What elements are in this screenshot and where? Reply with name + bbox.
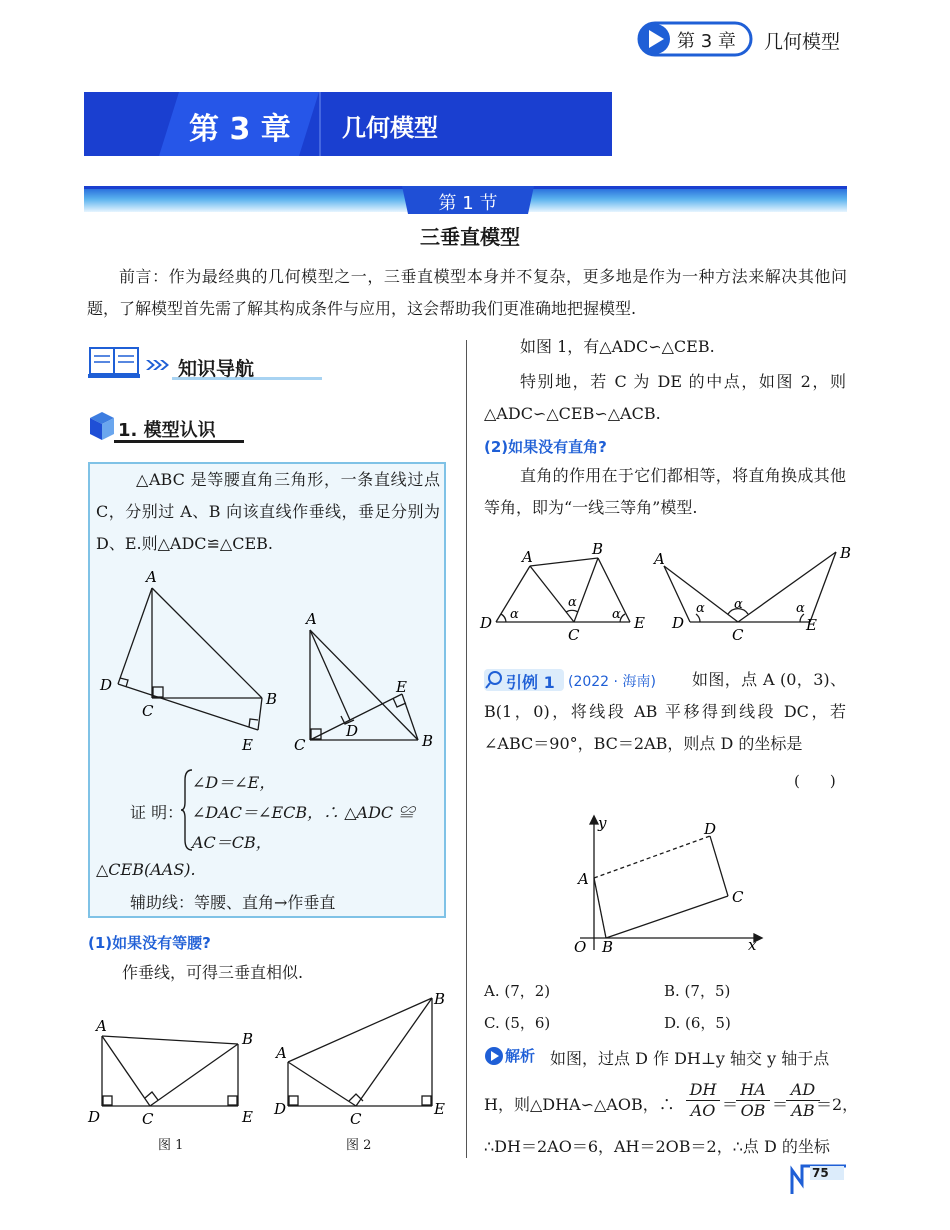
seg-bc <box>606 896 728 938</box>
subsection-1-label: 1. 模型认识 <box>118 420 216 441</box>
fraction-ha-ob: HA OB <box>736 1080 770 1121</box>
seg-ab <box>102 1036 238 1044</box>
seg-ab <box>288 998 432 1062</box>
alpha-e: α <box>796 601 805 616</box>
seg-ac <box>530 566 574 622</box>
point-a: A <box>522 548 533 566</box>
figure-1 <box>84 1016 264 1128</box>
right-line-1: 如图 1，有△ADC∽△CEB. <box>520 337 715 356</box>
right-angle-d <box>103 1096 112 1105</box>
equal-angles-figure-right <box>650 540 856 644</box>
point-d: D <box>274 1100 287 1118</box>
seg-ab <box>152 588 262 698</box>
point-a: A <box>146 568 157 586</box>
fraction-dh-ao: DH AO <box>686 1080 720 1121</box>
figure-2 <box>270 990 450 1130</box>
cube-icon <box>90 412 114 440</box>
option-b[interactable]: B. (7，5) <box>664 982 731 1000</box>
angle-c <box>566 610 578 612</box>
point-c: C <box>350 1110 362 1128</box>
point-d: D <box>704 820 717 838</box>
banner-chapter-label: 第 3 章 <box>189 112 291 147</box>
point-e: E <box>634 614 645 632</box>
point-d: D <box>480 614 493 632</box>
point-b: B <box>602 938 614 954</box>
proof-line-2: ∠DAC＝∠ECB，∴ △ADC ≌ <box>192 803 415 822</box>
play-icon <box>484 1046 504 1066</box>
point-e: E <box>242 1108 253 1126</box>
header-chapter-label: 第 3 章 <box>677 31 736 52</box>
point-e: E <box>806 616 817 634</box>
case-2-text: 直角的作用在于它们都相等，将直角换成其他等角，即为“一线三等角”模型. <box>484 466 846 517</box>
point-c: C <box>294 736 306 754</box>
seg-ad <box>118 588 152 684</box>
proof-label: 证 明： <box>130 803 184 822</box>
box-figure-left <box>96 568 286 758</box>
fraction-ad-ab: AD AB <box>786 1080 820 1121</box>
alpha-e: α <box>612 607 621 622</box>
seg-de <box>118 684 258 730</box>
right-angle-e <box>228 1096 237 1105</box>
coordinate-figure <box>570 812 770 954</box>
label-x: x <box>748 936 757 954</box>
seg-ab <box>594 878 606 938</box>
solution-line-2: H，则△DHA∽△AOB，∴ DH AO ＝ HA OB ＝ AD AB ＝2， <box>484 1080 859 1120</box>
equal-angles-figure-left <box>478 542 658 642</box>
point-b: B <box>266 690 278 708</box>
seg-be <box>402 694 418 740</box>
angle-d <box>501 614 506 622</box>
y-axis-arrow <box>590 816 598 824</box>
seg-ab <box>530 558 598 566</box>
solution-tag <box>484 1044 544 1068</box>
model-statement: △ABC 是等腰直角三角形，一条直线过点 C，分别过 A、B 向该直线作垂线，垂足分别为 D、E.则△ADC≌△CEB. <box>96 470 440 553</box>
example-tag-label: 引例 1 <box>506 673 555 692</box>
alpha-c: α <box>568 595 577 610</box>
case-2-heading: (2)如果没有直角? <box>484 438 607 456</box>
solution-tag-label: 解析 <box>505 1047 536 1065</box>
figure-1-caption: 图 1 <box>158 1138 184 1153</box>
point-e: E <box>242 736 253 754</box>
case-1-heading: (1)如果没有等腰? <box>88 934 211 952</box>
seg-bc <box>150 1044 238 1106</box>
proof-line-1: ∠D＝∠E， <box>192 773 276 792</box>
point-o: O <box>574 938 587 954</box>
proof-end: △CEB(AAS). <box>96 860 196 879</box>
aux-line: 辅助线：等腰、直角→作垂直 <box>130 893 336 912</box>
point-c: C <box>568 626 580 642</box>
intro-paragraph: 前言：作为最经典的几何模型之一，三垂直模型本身并不复杂，更多地是作为一种方法来解决其他问题，了解模型首先需了解其构成条件与应用，这会帮助我们更准确地把握模型. <box>87 267 847 318</box>
alpha-c: α <box>734 597 743 612</box>
section-label: 第 1 节 <box>438 193 498 214</box>
point-c: C <box>142 1110 154 1128</box>
point-d: D <box>346 722 359 740</box>
column-divider <box>466 340 467 1158</box>
point-a: A <box>654 550 665 568</box>
right-angle-e <box>422 1096 431 1105</box>
case-1-text: 作垂线，可得三垂直相似. <box>122 963 304 982</box>
point-d: D <box>88 1108 101 1126</box>
point-b: B <box>592 542 604 558</box>
seg-ad <box>310 630 350 720</box>
point-e: E <box>434 1100 445 1118</box>
example-text: 如图，点 A (0，3)、B(1，0)，将线段 AB 平移得到线段 DC，若∠ABC＝90°，BC＝2AB，则点 D 的坐标是 <box>484 670 846 753</box>
header-chapter-badge <box>637 21 755 57</box>
point-b: B <box>422 732 434 750</box>
point-d: D <box>100 676 113 694</box>
right-line-2: 特别地，若 C 为 DE 的中点，如图 2，则△ADC∽△CEB∽△ACB. <box>484 372 846 423</box>
point-a: A <box>306 610 317 628</box>
seg-ad <box>594 836 710 878</box>
figure-2-caption: 图 2 <box>346 1138 372 1153</box>
page-number: 75 <box>812 1166 829 1180</box>
solution-line-2-pre: H，则△DHA∽△AOB，∴ <box>484 1095 675 1114</box>
box-figure-right <box>290 608 440 756</box>
nav-heading <box>88 344 328 384</box>
option-c[interactable]: C. (5，6) <box>484 1014 551 1032</box>
solution-line-2-post: ＝2， <box>816 1095 859 1114</box>
point-b: B <box>434 990 446 1008</box>
point-e: E <box>396 678 407 696</box>
example-source: (2022 · 海南) <box>568 674 656 690</box>
point-a: A <box>96 1017 107 1035</box>
option-a[interactable]: A. (7，2) <box>484 982 551 1000</box>
proof-line-3: AC＝CB， <box>192 833 272 852</box>
right-angle-d <box>289 1096 298 1105</box>
nav-heading-label: 知识导航 <box>178 358 255 380</box>
header-chapter-title: 几何模型 <box>764 31 841 53</box>
point-d: D <box>672 614 685 632</box>
seg-bc <box>738 552 836 622</box>
label-y: y <box>598 814 607 832</box>
point-a: A <box>578 870 589 888</box>
page-number-tab <box>790 1160 850 1196</box>
point-c: C <box>732 888 744 906</box>
alpha-d: α <box>510 607 519 622</box>
solution-line-3: ∴DH＝2AO＝6，AH＝2OB＝2，∴点 D 的坐标 <box>484 1137 830 1156</box>
solution-line-1: 如图，过点 D 作 DH⊥y 轴交 y 轴于点 <box>550 1049 830 1068</box>
chevrons-icon <box>146 360 169 370</box>
point-b: B <box>840 544 852 562</box>
point-c: C <box>732 626 744 644</box>
point-a: A <box>276 1044 287 1062</box>
alpha-d: α <box>696 601 705 616</box>
point-b: B <box>242 1030 254 1048</box>
point-c: C <box>142 702 154 720</box>
section-label-tab <box>402 186 534 214</box>
seg-be <box>810 552 836 622</box>
option-d[interactable]: D. (6，5) <box>664 1014 731 1032</box>
chapter-banner <box>84 92 612 156</box>
seg-be <box>258 698 262 730</box>
right-angle-e <box>249 719 258 727</box>
seg-cd <box>710 836 728 896</box>
section-title: 三垂直模型 <box>420 225 520 249</box>
banner-chapter-name: 几何模型 <box>342 114 438 142</box>
open-book-icon <box>88 348 140 378</box>
right-angle-c <box>145 1092 158 1100</box>
subsection-1-heading <box>88 410 248 446</box>
example-blank: ( ) <box>794 772 836 790</box>
